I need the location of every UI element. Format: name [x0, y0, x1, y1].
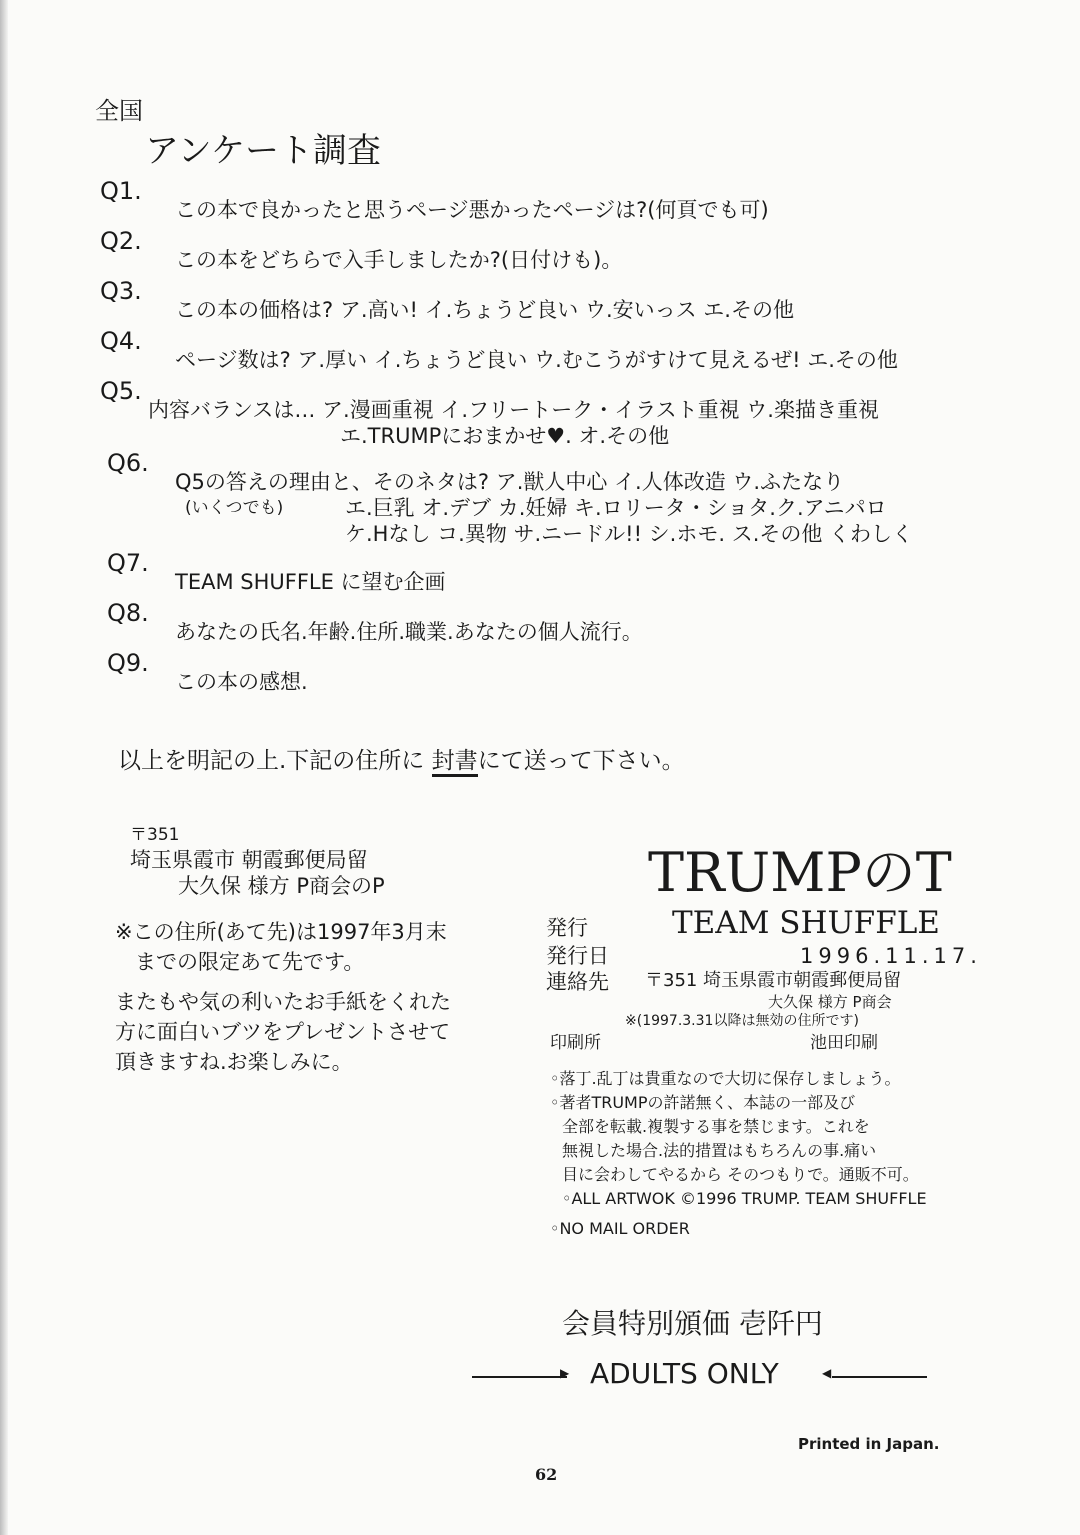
- question-text: あなたの氏名.年齢.住所.職業.あなたの個人流行。: [175, 620, 643, 644]
- question-number: Q8.: [107, 599, 149, 627]
- promo-text: またもや気の利いたお手紙をくれた: [115, 990, 451, 1014]
- question-text: この本の価格は? ア.高い! イ.ちょうど良い ウ.安いっス エ.その他: [175, 298, 794, 322]
- question-text: Q5の答えの理由と、そのネタは? ア.獣人中心 イ.人体改造 ウ.ふたなり: [175, 470, 845, 494]
- adults-only: ADULTS ONLY: [590, 1357, 779, 1390]
- instruction: [118, 748, 685, 774]
- question-text: ケ.Hなし コ.異物 サ.ニードル!! シ.ホモ. ス.その他 くわしく: [345, 522, 914, 546]
- issue-date: 1996.11.17.: [800, 944, 982, 968]
- notice-line: ◦ALL ARTWOK ©1996 TRUMP. TEAM SHUFFLE: [562, 1189, 927, 1208]
- page-number: 62: [535, 1465, 558, 1484]
- promo-text: 方に面白いブツをプレゼントさせて: [115, 1020, 451, 1044]
- question-number: Q7.: [107, 549, 149, 577]
- address-line2: 大久保 様方 P商会のP: [178, 874, 385, 898]
- publisher-name: TEAM SHUFFLE: [672, 905, 940, 941]
- arrow-left-icon: [832, 1376, 927, 1378]
- price: 会員特別頒価 壱阡円: [562, 1307, 823, 1340]
- question-text: TEAM SHUFFLE に望む企画: [175, 570, 446, 594]
- contact-address: 〒351 埼玉県霞市朝霞郵便局留: [645, 970, 902, 991]
- page-binding-edge: [0, 0, 8, 1535]
- question-number: Q6.: [107, 449, 149, 477]
- notice-line: 全部を転載.複製する事を禁じます。これを: [562, 1117, 870, 1136]
- printed-in-japan: Printed in Japan.: [798, 1435, 940, 1453]
- arrow-head-icon: ◀: [822, 1366, 832, 1380]
- question-text: エ.巨乳 オ.デブ カ.妊婦 キ.ロリータ・ショタ.ク.アニパロ: [345, 496, 887, 520]
- instruction-text-end: にて送って下さい。: [477, 748, 685, 774]
- arrow-head-icon: ▶: [560, 1366, 570, 1380]
- question-number: Q9.: [107, 649, 149, 677]
- question-number: Q2.: [100, 227, 142, 255]
- address-line1: 埼玉県霞市 朝霞郵便局留: [130, 848, 368, 872]
- question-number: Q3.: [100, 277, 142, 305]
- book-title: TRUMPのT: [648, 841, 952, 904]
- address-note: ※この住所(あて先)は1997年3月末: [115, 920, 447, 944]
- page-title: アンケート調査: [145, 131, 381, 171]
- notice-line: ◦落丁.乱丁は貴重なので大切に保存しましょう。: [550, 1069, 901, 1088]
- question-text: この本をどちらで入手しましたか?(日付けも)。: [175, 248, 623, 272]
- question-number: Q5.: [100, 377, 142, 405]
- question-text: ページ数は? ア.厚い イ.ちょうど良い ウ.むこうがすけて見えるぜ! エ.その他: [175, 348, 898, 372]
- notice-line: ◦著者TRUMPの許諾無く、本誌の一部及び: [550, 1093, 856, 1112]
- contact-note: ※(1997.3.31以降は無効の住所です): [625, 1013, 859, 1029]
- question-text: エ.TRUMPにおまかせ♥. オ.その他: [340, 424, 670, 448]
- promo-text: 頂きますね.お楽しみに。: [115, 1050, 353, 1074]
- notice-line: 目に会わしてやるから そのつもりで。通販不可。: [562, 1165, 919, 1184]
- question-note: (いくつでも): [185, 498, 284, 518]
- publisher-label: 発行: [546, 916, 588, 940]
- printer-name: 池田印刷: [810, 1033, 878, 1053]
- arrow-right-icon: [472, 1376, 567, 1378]
- question-text: この本の感想.: [175, 670, 308, 694]
- notice-line: 無視した場合.法的措置はもちろんの事.痛い: [562, 1141, 877, 1160]
- printer-label: 印刷所: [550, 1033, 601, 1053]
- address-zip: 〒351: [130, 825, 180, 845]
- notice-line: ◦NO MAIL ORDER: [550, 1219, 690, 1238]
- question-number: Q1.: [100, 177, 142, 205]
- instruction-text: 以上を明記の上.下記の住所に: [118, 748, 432, 774]
- question-text: この本で良かったと思うページ悪かったページは?(何頁でも可): [175, 198, 769, 222]
- question-number: Q4.: [100, 327, 142, 355]
- question-text: 内容バランスは… ア.漫画重視 イ.フリートーク・イラスト重視 ウ.楽描き重視: [148, 398, 879, 422]
- header-line1: 全国: [95, 97, 143, 125]
- instruction-underlined: 封書: [432, 748, 478, 777]
- address-note: までの限定あて先です。: [135, 950, 365, 974]
- date-label: 発行日: [546, 944, 609, 968]
- contact-address-2: 大久保 様方 P商会: [768, 993, 892, 1011]
- contact-label: 連絡先: [546, 970, 609, 994]
